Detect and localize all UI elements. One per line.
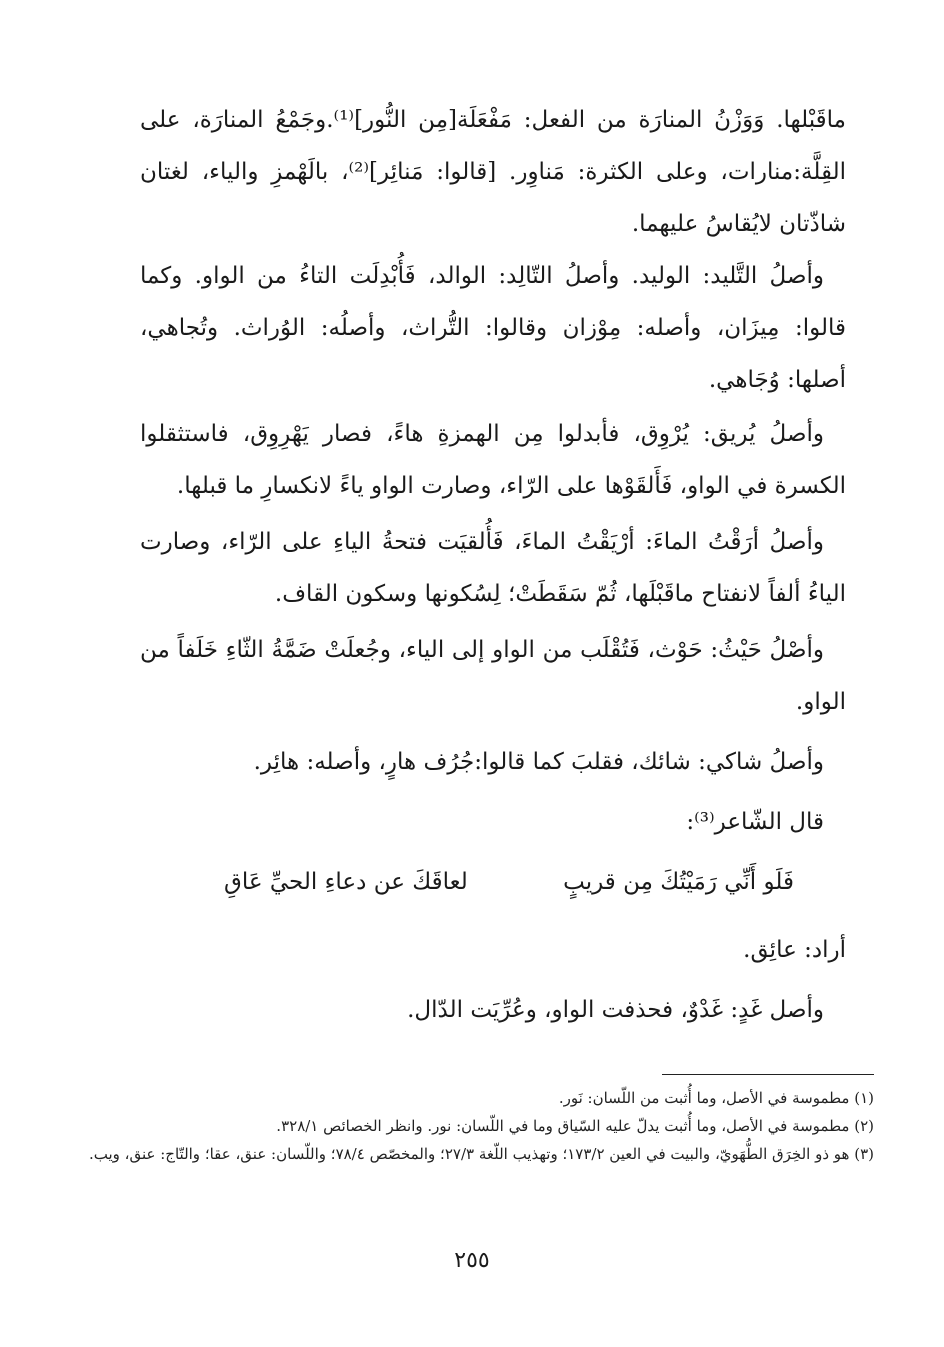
footnote-2: (٢) مطموسة في الأصل، وما أُثبت يدلّ عليه السّياق وما في اللّسان: نور. وانظر الخصائص ٣٢٨/١. <box>276 1117 874 1135</box>
paragraph-2 <box>140 250 846 406</box>
paragraph-3 <box>140 408 846 512</box>
footnote-separator <box>662 1074 874 1075</box>
verse-second-hemistich: لعاقَكَ عن دعاءِ الحيِّ عَاقِ <box>224 869 468 895</box>
paragraph-9 <box>140 984 846 1036</box>
paragraph-text: وأصلُ أرَقْتُ الماءَ: أرْيَقْتُ الماءَ، فَأُلقيَت فتحةُ الياءِ على الرّاء، وصارت الياءُ ألفاً لانفتاح ماقَبْلَها، ثُمّ سَقَطَتْ؛ لِسُكونها وسكون القاف. <box>140 529 846 607</box>
paragraph-text: وأصلُ شاكي: شائك، فقلبَ كما قالوا:جُرُف هارٍ، وأصله: هائِر. <box>253 749 824 775</box>
paragraph-text: وأصْلُ حَيْثُ: حَوْث، فَتُقْلَب من الواو إلى الياء، وجُعلَتْ ضَمَّةُ الثّاءِ خَلَفاً من الواو. <box>140 637 846 715</box>
paragraph-text: ماقَبْلها. وَوَزْنُ المنارَة من الفعل: مَفْعَلَة[مِن النُّور]⁽¹⁾.وجَمْعُ المنارَة، على القِلَّة:منارات، وعلى الكثرة: مَناوِر. [قالوا: مَنائِر]⁽²⁾، بالَهْمزِ والياء، لغتان شاذّتان لايُقاسُ عليهما. <box>140 107 846 237</box>
paragraph-text: أراد: عائِق. <box>743 937 846 963</box>
paragraph-1 <box>140 94 846 250</box>
paragraph-8 <box>140 924 846 976</box>
paragraph-text: وأصل غَدٍ: غَدْوٌ، فحذفت الواو، وعُرِّيَت الدّال. <box>407 997 824 1023</box>
paragraph-6 <box>140 736 846 788</box>
poetry-verse <box>224 856 794 908</box>
paragraph-7 <box>140 796 846 848</box>
page-number: ٢٥٥ <box>454 1248 490 1273</box>
paragraph-5 <box>140 624 846 728</box>
paragraph-text: وأصلُ التَّليد: الوليد. وأصلُ التّالِد: الوالد، فَأُبْدِلَت التاءُ من الواو. وكما قالوا: مِيزَان، وأصله: مِوْزان وقالوا: التُّراث، وأصلُه: الوُراث. وتُجاهي، أصلها: وُجَاهي. <box>140 263 846 393</box>
footnotes <box>74 1084 874 1168</box>
paragraph-text: قال الشّاعر⁽³⁾: <box>686 809 824 835</box>
paragraph-4 <box>140 516 846 620</box>
footnote-3: (٣) هو ذو الخِرَق الطُّهَويّ، والبيت في العين ١٧٣/٢؛ وتهذيب اللّغة ٢٧/٣؛ والمخصّص ٧٨/٤؛ واللّسان: عنق، عقا؛ والتّاج: عنق، ويب. <box>88 1145 874 1163</box>
verse-first-hemistich: فَلَو أَنِّي رَمَيْتُكَ مِن قريبٍ <box>563 869 794 895</box>
footnote-1: (١) مطموسة في الأصل، وما أُثبت من اللّسان: نَور. <box>558 1089 874 1107</box>
paragraph-text: وأصلُ يُريق: يُرْوِق، فأبدلوا مِن الهمزةِ هاءً، فصار يَهْرِوِق، فاستثقلوا الكسرة في الواو، فَأَلقَوْها على الرّاء، وصارت الواو ياءً لانكسارِ ما قبلها. <box>140 421 846 499</box>
